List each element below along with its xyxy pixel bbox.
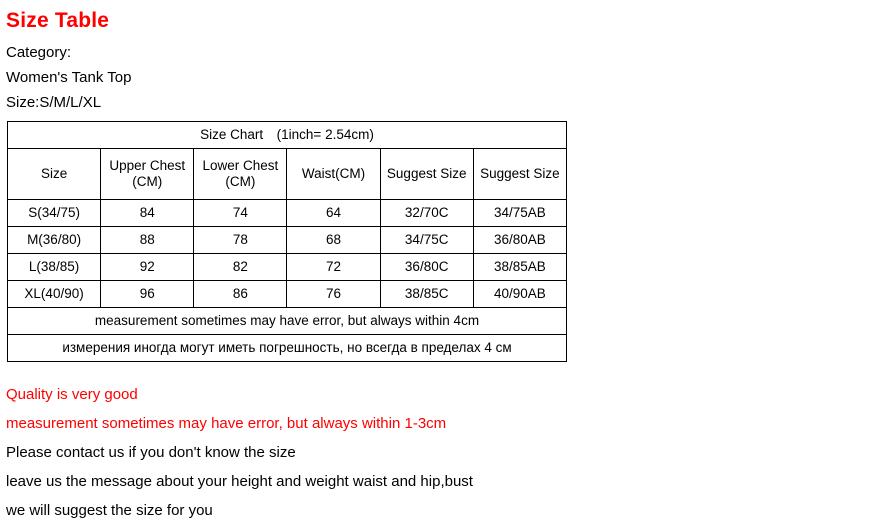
cell-suggest-size-2: 36/80AB bbox=[473, 227, 566, 254]
cell-suggest-size-2: 40/90AB bbox=[473, 281, 566, 308]
cell-suggest-size-1: 32/70C bbox=[380, 200, 473, 227]
footer-line-contact-us: Please contact us if you don't know the size bbox=[6, 444, 296, 461]
cell-lower-chest: 82 bbox=[194, 254, 287, 281]
cell-lower-chest: 74 bbox=[194, 200, 287, 227]
column-header-waist bbox=[287, 149, 380, 200]
cell-waist: 64 bbox=[287, 200, 380, 227]
cell-waist: 72 bbox=[287, 254, 380, 281]
cell-lower-chest: 78 bbox=[194, 227, 287, 254]
cell-suggest-size-1: 36/80C bbox=[380, 254, 473, 281]
table-row bbox=[8, 281, 567, 308]
footer-notes bbox=[6, 380, 895, 525]
intro-block bbox=[6, 40, 895, 115]
column-header-suggest-size-1 bbox=[380, 149, 473, 200]
cell-size: L(38/85) bbox=[8, 254, 101, 281]
column-header-suggest-size-1-line1: Suggest Size bbox=[386, 166, 467, 181]
table-row bbox=[8, 200, 567, 227]
footer-line-quality: Quality is very good bbox=[6, 386, 138, 403]
size-chart-table bbox=[7, 121, 567, 362]
cell-suggest-size-1: 34/75C bbox=[380, 227, 473, 254]
footer-line-measurement-error: measurement sometimes may have error, but always within 1-3cm bbox=[6, 415, 447, 432]
cell-upper-chest: 92 bbox=[101, 254, 194, 281]
table-header-row bbox=[8, 149, 567, 200]
category-value: Women's Tank Top bbox=[6, 69, 132, 86]
size-options: Size:S/M/L/XL bbox=[6, 94, 102, 111]
cell-size: M(36/80) bbox=[8, 227, 101, 254]
column-header-upper-chest bbox=[101, 149, 194, 200]
footer-line-suggest-size: we will suggest the size for you bbox=[6, 502, 213, 519]
table-note-english: measurement sometimes may have error, but always within 4cm bbox=[8, 308, 567, 335]
column-header-size-line1: Size bbox=[40, 166, 68, 181]
column-header-upper-chest-line2: (CM) bbox=[132, 174, 163, 189]
table-note-row bbox=[8, 308, 567, 335]
cell-size: XL(40/90) bbox=[8, 281, 101, 308]
column-header-lower-chest-line1: Lower Chest bbox=[202, 158, 279, 173]
column-header-lower-chest-line2: (CM) bbox=[225, 174, 256, 189]
table-note-russian: измерения иногда могут иметь погрешность, но всегда в пределах 4 см bbox=[8, 335, 567, 362]
category-label: Category: bbox=[6, 44, 72, 61]
cell-suggest-size-1: 38/85C bbox=[380, 281, 473, 308]
column-header-lower-chest bbox=[194, 149, 287, 200]
cell-upper-chest: 88 bbox=[101, 227, 194, 254]
table-caption-row bbox=[8, 122, 567, 149]
column-header-size bbox=[8, 149, 101, 200]
column-header-upper-chest-line1: Upper Chest bbox=[109, 158, 186, 173]
cell-lower-chest: 86 bbox=[194, 281, 287, 308]
cell-size: S(34/75) bbox=[8, 200, 101, 227]
table-note-row bbox=[8, 335, 567, 362]
column-header-suggest-size-2 bbox=[473, 149, 566, 200]
table-row bbox=[8, 254, 567, 281]
cell-upper-chest: 96 bbox=[101, 281, 194, 308]
table-row bbox=[8, 227, 567, 254]
cell-waist: 68 bbox=[287, 227, 380, 254]
cell-upper-chest: 84 bbox=[101, 200, 194, 227]
footer-line-leave-message: leave us the message about your height and weight waist and hip,bust bbox=[6, 473, 473, 490]
page-title: Size Table bbox=[6, 9, 110, 32]
column-header-suggest-size-2-line1: Suggest Size bbox=[480, 166, 560, 181]
cell-suggest-size-2: 34/75AB bbox=[473, 200, 566, 227]
cell-suggest-size-2: 38/85AB bbox=[473, 254, 566, 281]
column-header-waist-line1: Waist(CM) bbox=[301, 166, 366, 181]
table-caption: Size Chart (1inch= 2.54cm) bbox=[8, 122, 567, 149]
cell-waist: 76 bbox=[287, 281, 380, 308]
